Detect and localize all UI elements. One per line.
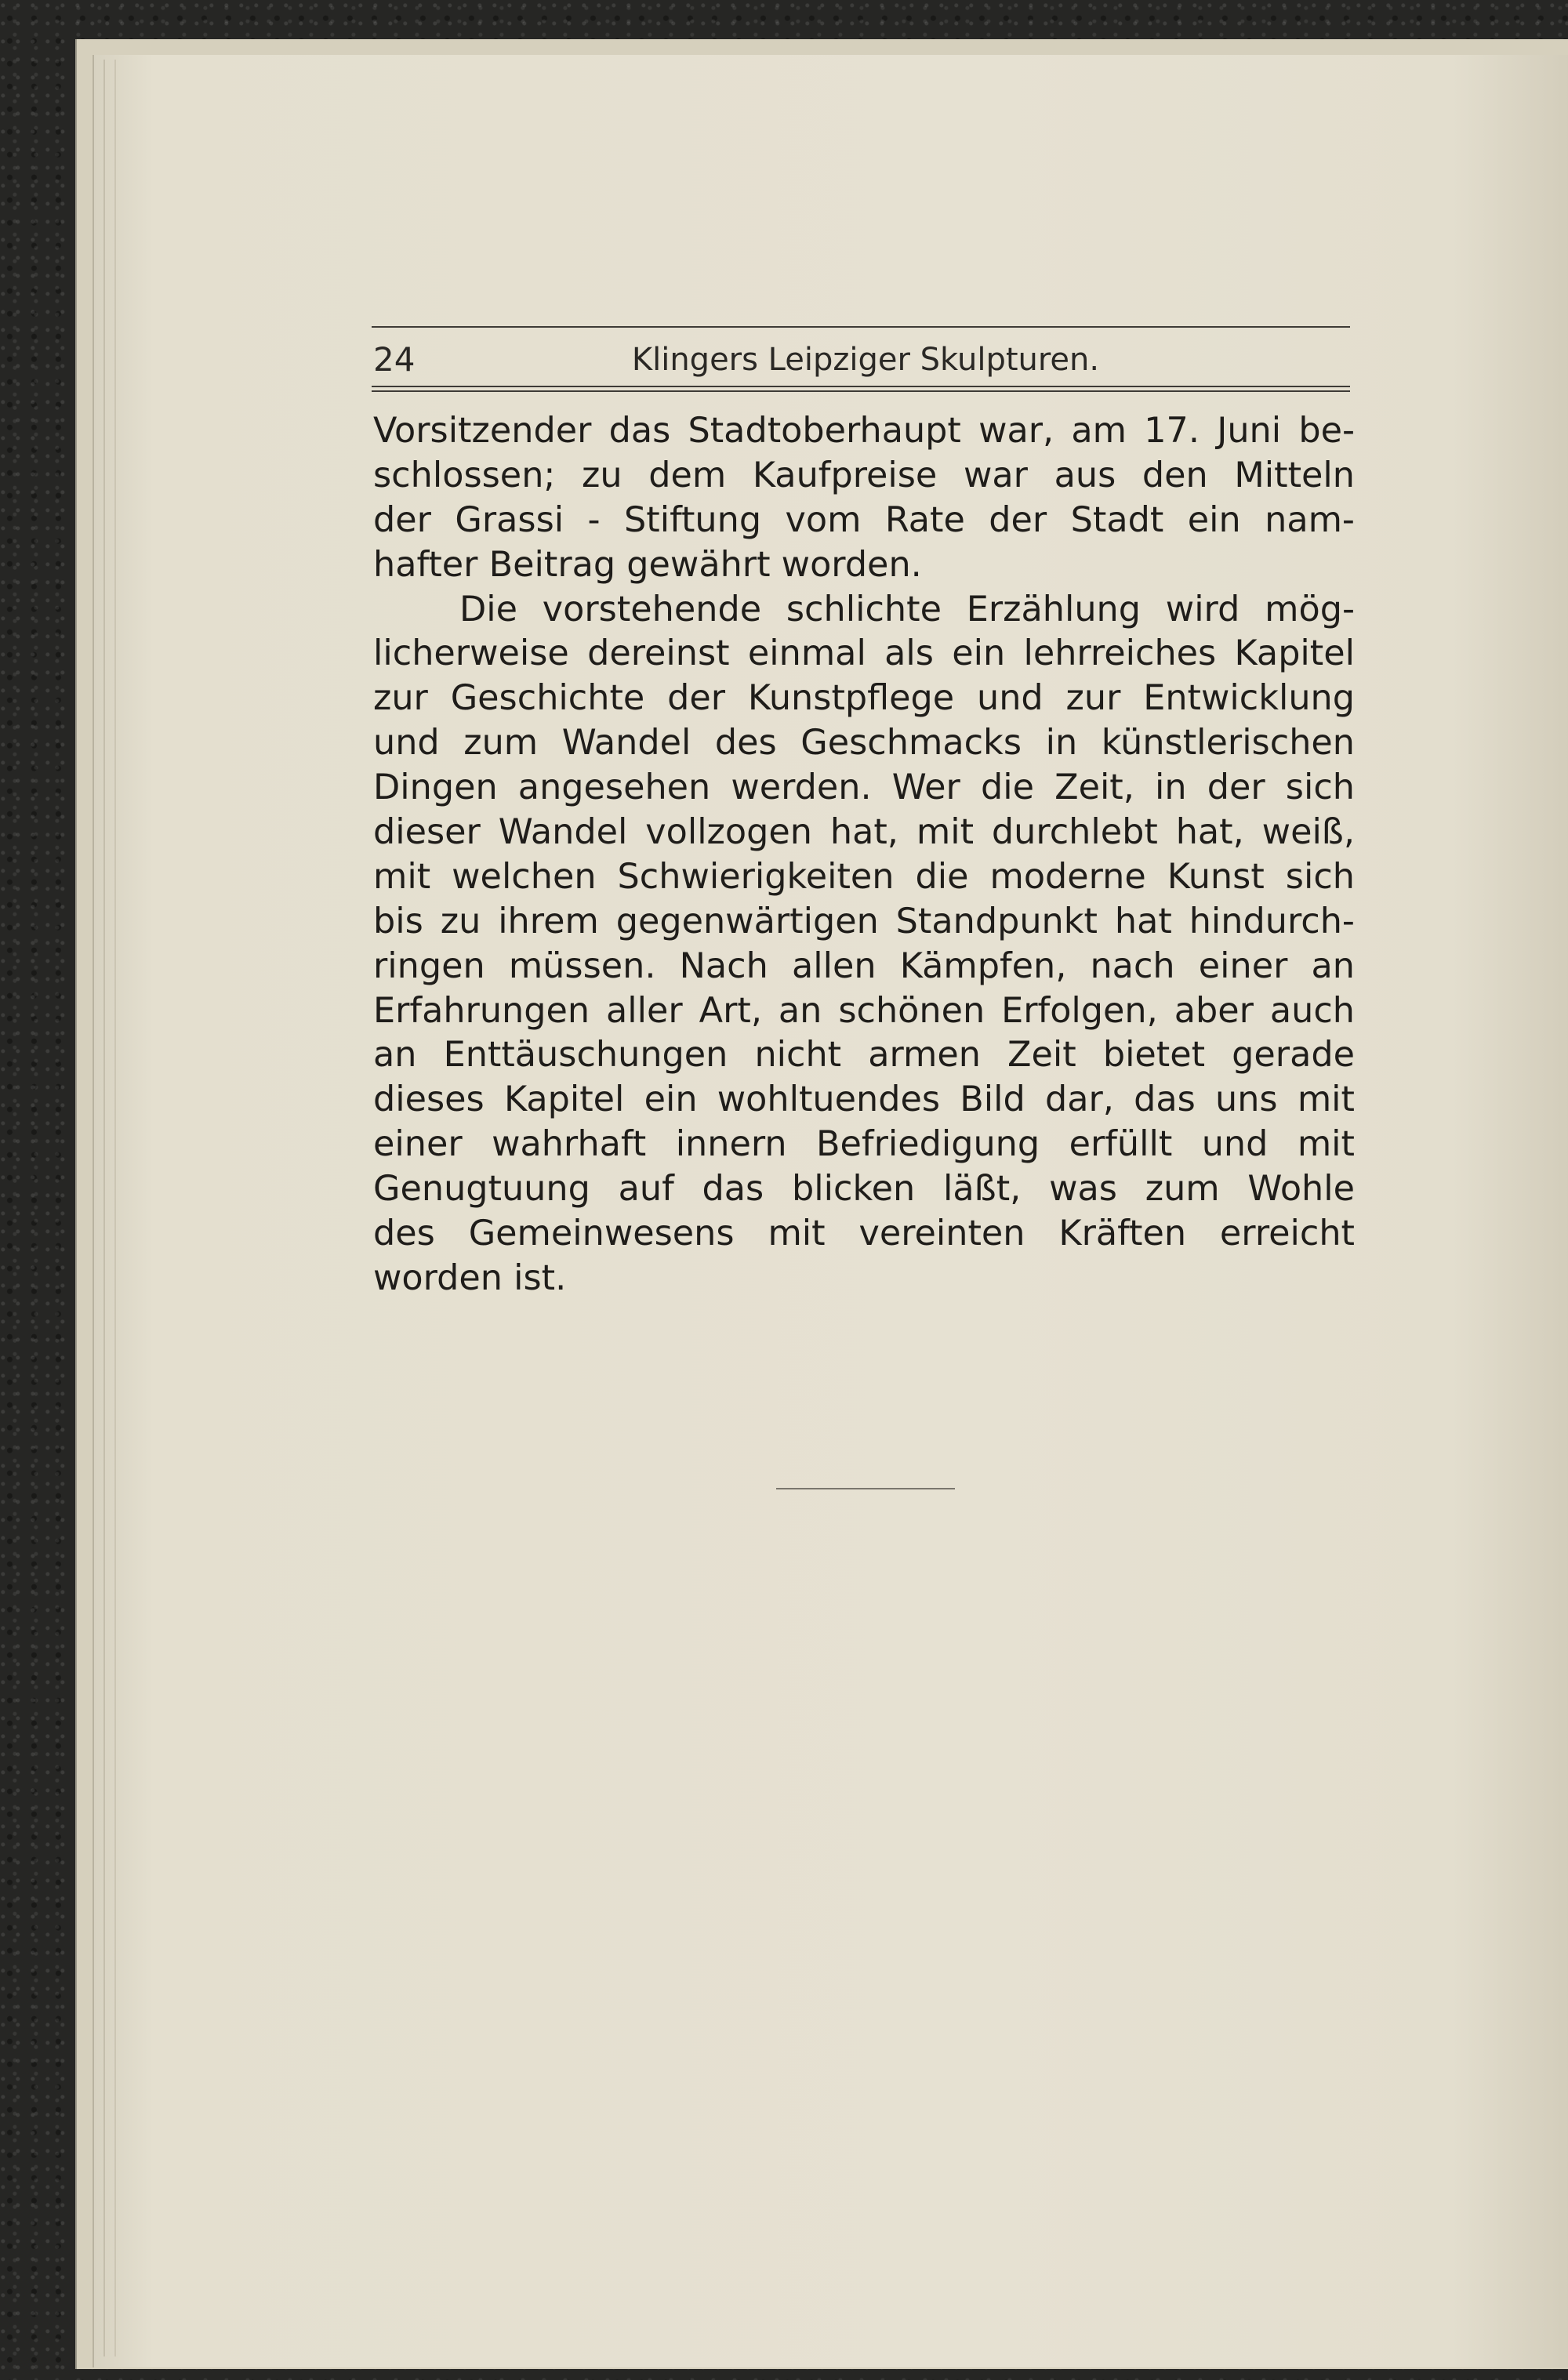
end-rule [776,1488,955,1489]
text-line: und zum Wandel des Geschmacks in künstlerischen [373,723,1355,764]
text-line: mit welchen Schwierigkeiten die moderne Kunst sich [373,856,1355,897]
text-line: an Enttäuschungen nicht armen Zeit bietet gerade [373,1035,1355,1076]
text-line: einer wahrhaft innern Befriedigung erfüllt und mit [373,1124,1355,1165]
text-line: licherweise dereinst einmal als ein lehrreiches Kapitel [373,633,1355,674]
text-line: worden ist. [373,1257,567,1298]
text-line: zur Geschichte der Kunstpflege und zur Entwicklung [373,678,1355,719]
text-line: ringen müssen. Nach allen Kämpfen, nach einer an [373,945,1355,986]
header-rule-double [372,386,1350,392]
page-number: 24 [373,340,416,379]
text-line: Vorsitzender das Stadtoberhaupt war, am 17. Juni be- [373,411,1355,451]
text-line: bis zu ihrem gegenwärtigen Standpunkt hat hindurch- [373,901,1355,941]
text-line: Erfahrungen aller Art, an schönen Erfolgen, aber auch [373,990,1355,1031]
text-line: der Grassi - Stiftung vom Rate der Stadt ein nam- [373,499,1355,540]
text-line: dieser Wandel vollzogen hat, mit durchlebt hat, weiß, [373,812,1355,853]
running-head [372,323,1350,379]
body-text [373,409,1355,1301]
text-line: dieses Kapitel ein wohltuendes Bild dar, das uns mit [373,1079,1355,1120]
text-line: hafter Beitrag gewährt worden. [373,544,922,585]
header-rule-top [372,326,1350,328]
text-line: Dingen angesehen werden. Wer die Zeit, in der sich [373,767,1355,808]
running-title: Klingers Leipziger Skulpturen. [631,342,1100,378]
text-line: Genugtuung auf das blicken läßt, was zum Wohle [373,1169,1355,1210]
text-line: Die vorstehende schlichte Erzählung wird mög- [459,589,1355,629]
text-line: schlossen; zu dem Kaufpreise war aus den Mitteln [373,455,1355,495]
leaf-edge [103,60,105,2356]
leaf-edge [114,60,116,2356]
text-line: des Gemeinwesens mit vereinten Kräften erreicht [373,1214,1355,1254]
